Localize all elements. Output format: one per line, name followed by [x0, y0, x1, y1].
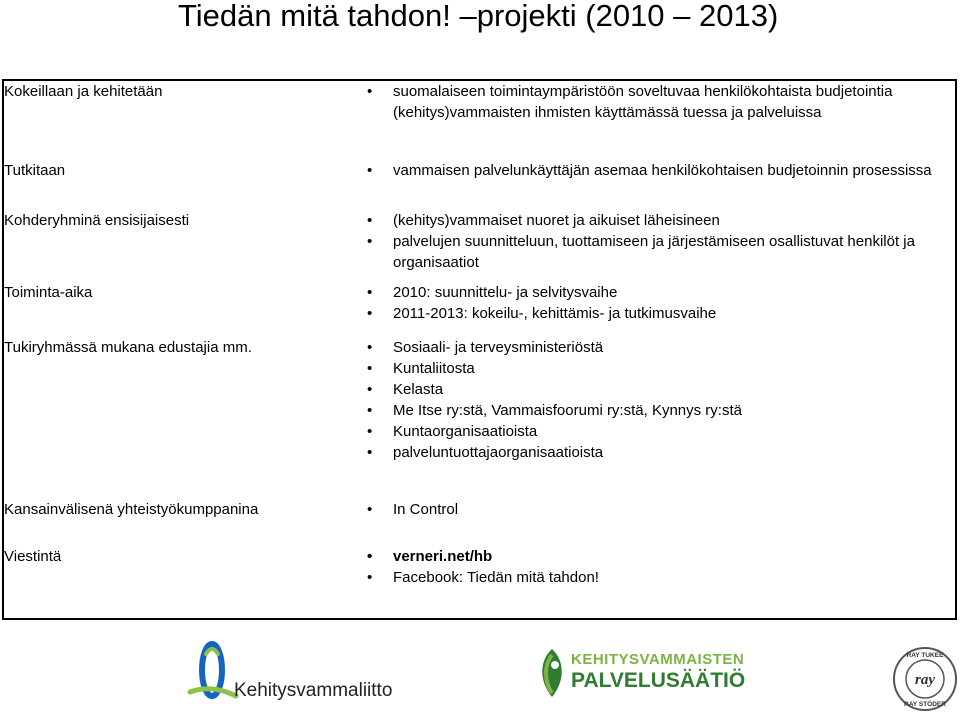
bullet-item: • verneri.net/hb — [367, 546, 955, 567]
bullet-item: • Kuntaliitosta — [367, 358, 955, 379]
bullet-list — [367, 337, 955, 463]
bullet-item: • palvelujen suunnitteluun, tuottamiseen ja järjestämiseen osallistuvat henkilöt ja organisaatiot — [367, 231, 955, 273]
row-content — [367, 337, 956, 499]
ray-seal-top: RAY TUKEE — [906, 652, 944, 659]
palvelusaatio-line2: PALVELUSÄÄTIÖ — [571, 669, 746, 692]
bullet-item: • Sosiaali- ja terveysministeriöstä — [367, 337, 955, 358]
bullet-item: • Facebook: Tiedän mitä tahdon! — [367, 567, 955, 588]
row-label: Toiminta-aika — [4, 284, 93, 301]
bullet-item: • In Control — [367, 499, 955, 520]
info-row — [3, 282, 956, 337]
row-label: Viestintä — [4, 548, 62, 565]
info-row — [3, 210, 956, 282]
leaf-icon — [535, 647, 569, 699]
bullet-list — [367, 210, 955, 273]
bullet-list — [367, 499, 955, 520]
ray-seal-bottom: RAY STÖDER — [904, 701, 946, 708]
row-content — [367, 210, 956, 282]
bullet-list — [367, 282, 955, 324]
info-table-body — [3, 80, 956, 619]
ray-seal-icon — [892, 646, 958, 712]
info-row — [3, 337, 956, 499]
bullet-item: • 2010: suunnittelu- ja selvitysvaihe — [367, 282, 955, 303]
slide-title: Tiedän mitä tahdon! –projekti (2010 – 2013) — [178, 0, 779, 33]
bullet-list — [367, 160, 955, 181]
bullet-item: • palveluntuottajaorganisaatioista — [367, 442, 955, 463]
info-row — [3, 160, 956, 210]
row-content — [367, 282, 956, 337]
bullet-item: • vammaisen palvelunkäyttäjän asemaa henkilökohtaisen budjetoinnin prosessissa — [367, 160, 955, 181]
kehitysvammaliitto-logo — [182, 640, 393, 710]
info-table — [2, 79, 957, 620]
bullet-item: • suomalaiseen toimintaympäristöön soveltuvaa henkilökohtaista budjetointia (kehitys)vammaisten ihmisten käyttämässä tuessa ja palveluissa — [367, 81, 955, 123]
kehitysvammaliitto-name: Kehitysvammaliitto — [234, 680, 393, 701]
row-content — [367, 546, 956, 619]
row-label: Kokeillaan ja kehitetään — [4, 83, 163, 100]
bullet-item: • Kelasta — [367, 379, 955, 400]
palvelusaatio-logo — [535, 645, 750, 705]
bullet-list — [367, 546, 955, 588]
row-label: Tukiryhmässä mukana edustajia mm. — [4, 339, 252, 356]
row-content — [367, 499, 956, 546]
ray-seal-logo — [892, 646, 958, 712]
bullet-item: • (kehitys)vammaiset nuoret ja aikuiset läheisineen — [367, 210, 955, 231]
palvelusaatio-line1: KEHITYSVAMMAISTEN — [571, 651, 745, 668]
kehitysvammaliitto-emblem-icon — [182, 640, 242, 710]
row-label: Kohderyhminä ensisijaisesti — [4, 212, 190, 229]
row-content — [367, 80, 956, 160]
info-row — [3, 499, 956, 546]
bullet-item: • 2011-2013: kokeilu-, kehittämis- ja tutkimusvaihe — [367, 303, 955, 324]
ray-seal-center: ray — [915, 672, 935, 688]
row-content — [367, 160, 956, 210]
info-row — [3, 80, 956, 160]
row-label: Tutkitaan — [4, 162, 66, 179]
info-row — [3, 546, 956, 619]
bullet-item: • Me Itse ry:stä, Vammaisfoorumi ry:stä, Kynnys ry:stä — [367, 400, 955, 421]
bullet-list — [367, 81, 955, 123]
bullet-item: • Kuntaorganisaatioista — [367, 421, 955, 442]
row-label: Kansainvälisenä yhteistyökumppanina — [4, 501, 259, 518]
